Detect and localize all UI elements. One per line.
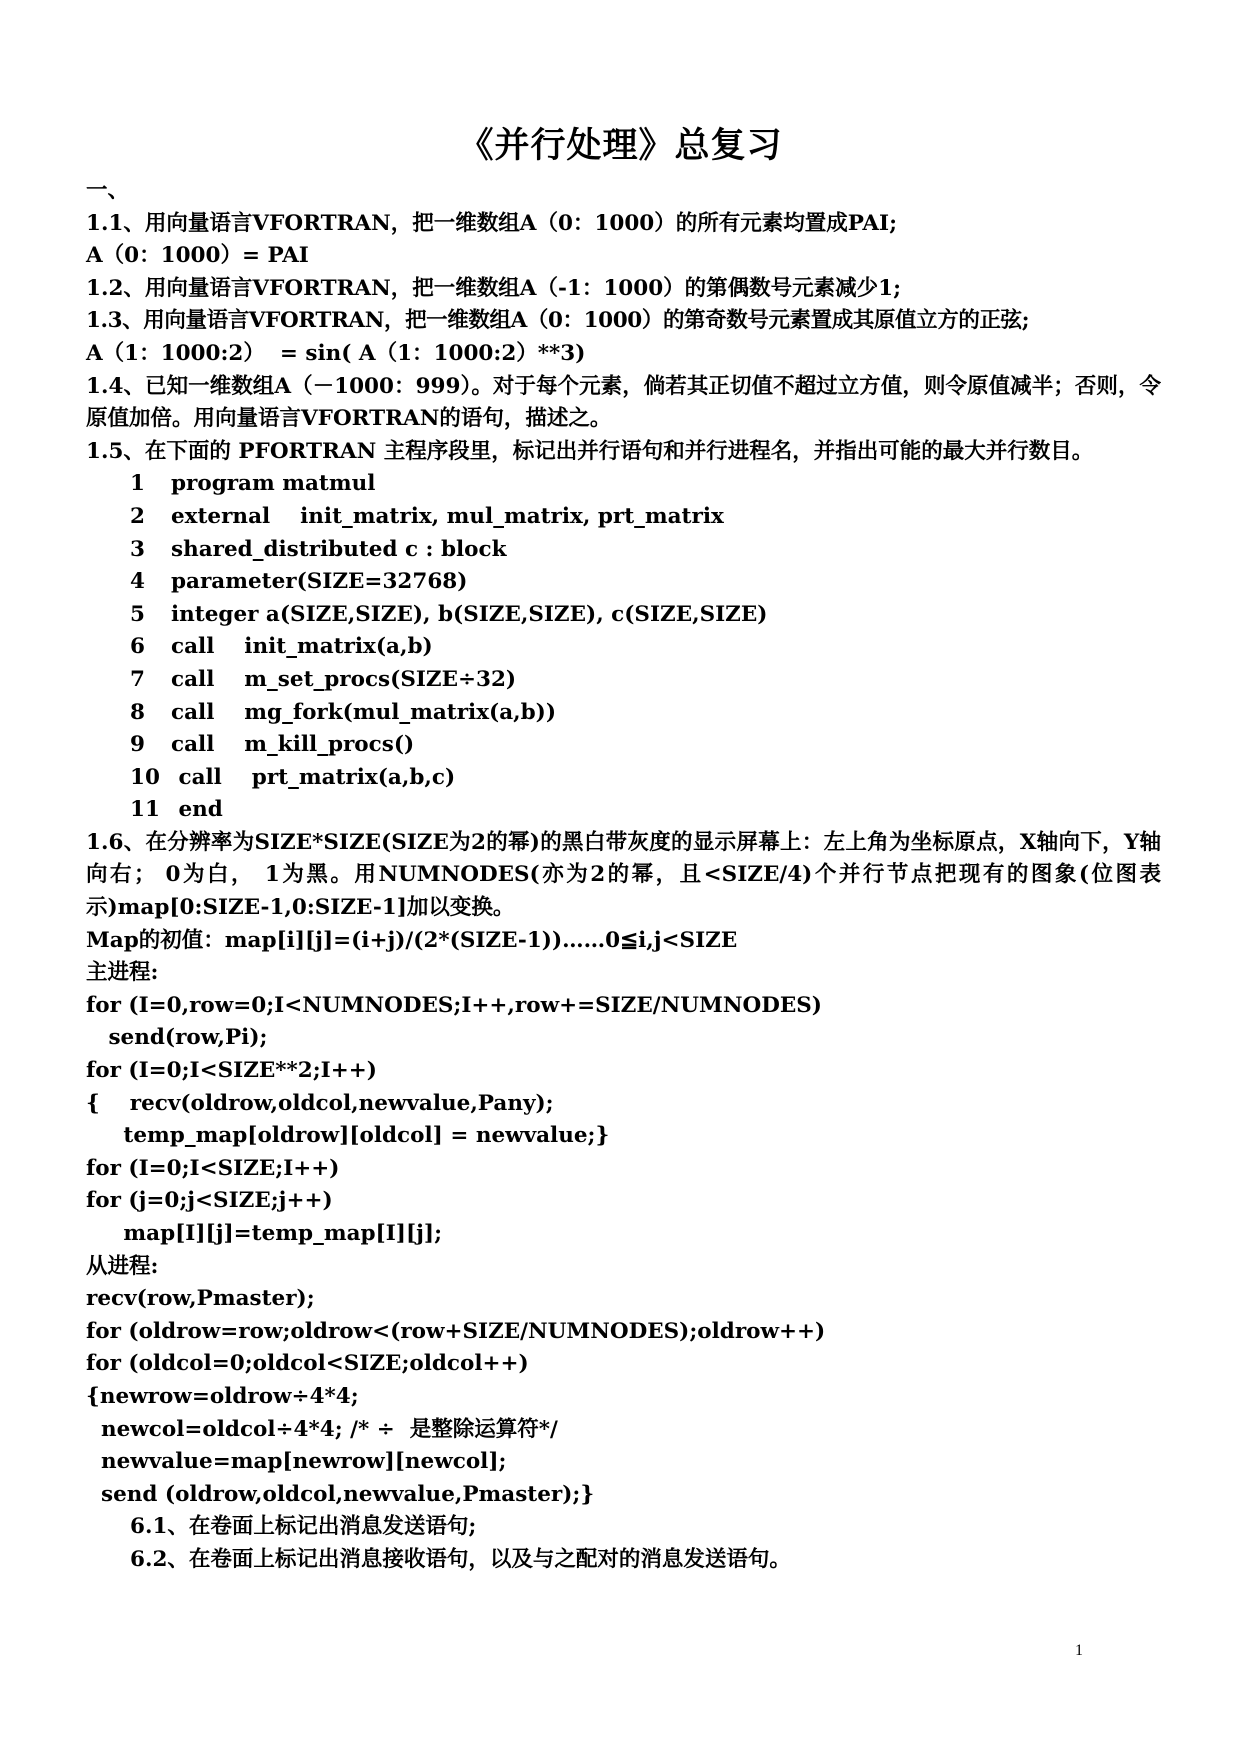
program-line <box>86 599 1161 632</box>
question-1-6: 1.6、在分辨率为SIZE*SIZE(SIZE为2的幂)的黑白带灰度的显示屏幕上：左上角为坐标原点，X轴向下，Y轴向右； 0为白， 1为黑。用NUMNODES(亦为2的幂，且<SIZE/4)个并行节点把现有的图象(位图表示)map[0:SIZE-1,0:SIZE-1]加以变换。 <box>86 829 1161 921</box>
line-number: 4 <box>130 569 145 595</box>
program-line <box>86 566 1161 599</box>
program-line <box>86 534 1161 567</box>
question-1-5: 1.5、在下面的 PFORTRAN 主程序段里，标记出并行语句和并行进程名，并指出可能的最大并行数目。 <box>86 438 1094 464</box>
program-line <box>86 697 1161 730</box>
page-number: 1 <box>1075 1642 1083 1659</box>
page-title: 《并行处理》总复习 <box>458 125 783 166</box>
program-line <box>86 664 1161 697</box>
line-number: 10 <box>130 764 160 790</box>
code-text: call m_set_procs(SIZE÷32) <box>171 666 517 692</box>
code-text: parameter(SIZE=32768) <box>171 569 468 595</box>
line-number: 9 <box>130 732 145 758</box>
program-line <box>86 631 1161 664</box>
slave-code-block <box>86 1283 1161 1511</box>
master-process-label: 主进程: <box>86 960 159 986</box>
slave-process-label: 从进程: <box>86 1253 159 1279</box>
code-text: program matmul <box>171 471 376 497</box>
code-line: map[I][j]=temp_map[I][j]; <box>86 1221 442 1246</box>
line-number: 1 <box>130 471 145 497</box>
code-line: for (I=0;I<SIZE**2;I++) <box>86 1058 377 1084</box>
line-number: 6 <box>130 634 145 660</box>
code-line: send(row,Pi); <box>86 1025 268 1051</box>
code-line: { recv(oldrow,oldcol,newvalue,Pany); <box>86 1090 554 1116</box>
line-number: 3 <box>130 536 145 562</box>
question-6-1: 6.1、在卷面上标记出消息发送语句; <box>130 1514 477 1540</box>
answer-1-1: A（0：1000）= PAI <box>86 243 309 269</box>
map-initial-value: Map的初值：map[i][j]=(i+j)/(2*(SIZE-1))……0≦i,j<SIZE <box>86 927 738 953</box>
code-line: for (oldrow=row;oldrow<(row+SIZE/NUMNODES);oldrow++) <box>86 1318 826 1344</box>
question-1-2: 1.2、用向量语言VFORTRAN，把一维数组A（-1：1000）的第偶数号元素减少1; <box>86 275 902 301</box>
answer-1-3: A（1：1000:2） = sin( A（1：1000:2）**3) <box>86 340 586 366</box>
code-line: newcol=oldcol÷4*4; /* ÷ 是整除运算符*/ <box>86 1416 558 1442</box>
code-text: call m_kill_procs() <box>171 732 415 758</box>
code-text: integer a(SIZE,SIZE), b(SIZE,SIZE), c(SIZE,SIZE) <box>171 601 768 627</box>
question-1-4: 1.4、已知一维数组A（－1000：999）。对于每个元素，倘若其正切值不超过立方值，则令原值减半；否则，令原值加倍。用向量语言VFORTRAN的语句，描述之。 <box>86 373 1161 432</box>
code-line: for (I=0,row=0;I<NUMNODES;I++,row+=SIZE/NUMNODES) <box>86 992 822 1018</box>
code-text: call prt_matrix(a,b,c) <box>171 764 456 790</box>
section-heading: 一、 <box>86 178 130 203</box>
program-line <box>86 468 1161 501</box>
program-listing <box>86 468 1161 827</box>
code-text: shared_distributed c : block <box>171 536 507 562</box>
question-1-3: 1.3、用向量语言VFORTRAN，把一维数组A（0：1000）的第奇数号元素置成其原值立方的正弦; <box>86 308 1030 334</box>
code-text: call init_matrix(a,b) <box>171 634 433 660</box>
line-number: 11 <box>130 797 160 823</box>
code-text: external init_matrix, mul_matrix, prt_matrix <box>171 503 724 529</box>
document-body <box>86 175 1161 1577</box>
question-6-2: 6.2、在卷面上标记出消息接收语句，以及与之配对的消息发送语句。 <box>130 1546 791 1572</box>
program-line <box>86 501 1161 534</box>
program-line <box>86 729 1161 762</box>
code-line: for (j=0;j<SIZE;j++) <box>86 1188 333 1214</box>
code-line: recv(row,Pmaster); <box>86 1286 315 1312</box>
line-number: 5 <box>130 601 145 627</box>
line-number: 8 <box>130 699 145 725</box>
code-text: call mg_fork(mul_matrix(a,b)) <box>171 699 557 725</box>
code-text: end <box>171 797 223 823</box>
master-code-block <box>86 990 1161 1251</box>
line-number: 7 <box>130 666 145 692</box>
code-line: for (I=0;I<SIZE;I++) <box>86 1155 340 1181</box>
code-line: temp_map[oldrow][oldcol] = newvalue;} <box>86 1123 610 1149</box>
code-line: {newrow=oldrow÷4*4; <box>86 1383 359 1409</box>
code-line: send (oldrow,oldcol,newvalue,Pmaster);} <box>86 1481 595 1507</box>
code-line: for (oldcol=0;oldcol<SIZE;oldcol++) <box>86 1351 529 1377</box>
program-line <box>86 794 1161 827</box>
line-number: 2 <box>130 503 145 529</box>
program-line <box>86 762 1161 795</box>
question-1-1: 1.1、用向量语言VFORTRAN，把一维数组A（0：1000）的所有元素均置成PAI; <box>86 210 898 236</box>
code-line: newvalue=map[newrow][newcol]; <box>86 1449 507 1475</box>
